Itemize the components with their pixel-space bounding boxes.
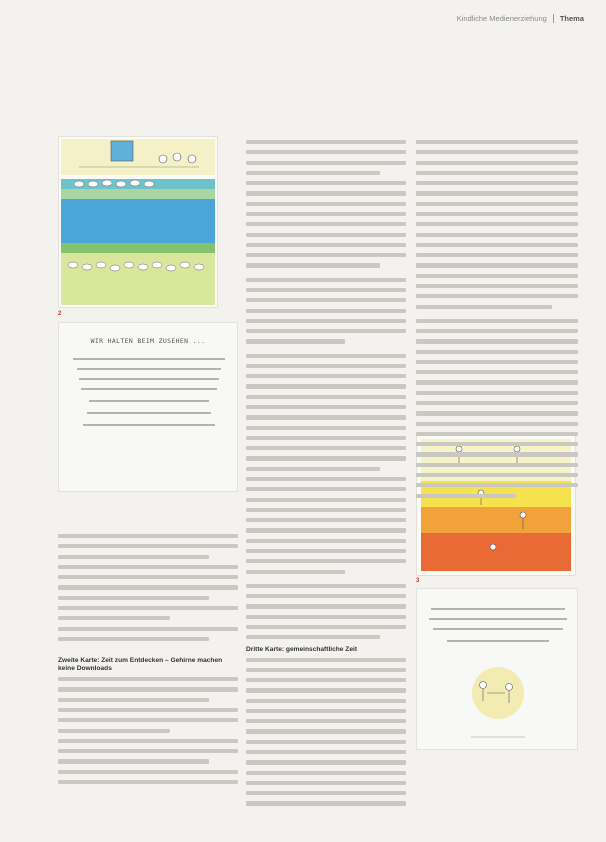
- handwriting-card-icon: [417, 589, 579, 749]
- text-card-left: [58, 322, 238, 492]
- text-column-3: [416, 140, 578, 504]
- figure-number: 2: [58, 311, 62, 317]
- header-divider: [553, 14, 554, 23]
- subhead-card-2: Zweite Karte: Zeit zum Entdecken – Gehirne machen keine Downloads: [58, 657, 223, 673]
- text-column-2: [246, 140, 406, 812]
- card-title: WIR HALTEN BEIM ZUSEHEN ...: [90, 337, 206, 345]
- illustration-sheep: [58, 136, 218, 308]
- text-card-right: [416, 588, 578, 750]
- handwriting-lines-icon: [59, 351, 239, 461]
- subhead-card-3: Dritte Karte: gemeinschaftliche Zeit: [246, 645, 358, 653]
- topic-name: Thema: [559, 14, 584, 23]
- section-name: Kindliche Medienerziehung: [456, 14, 547, 23]
- text-column-1: [58, 534, 238, 790]
- running-header: [457, 14, 584, 23]
- sheep-drawing-icon: [59, 137, 217, 307]
- figure-number: 3: [416, 578, 420, 584]
